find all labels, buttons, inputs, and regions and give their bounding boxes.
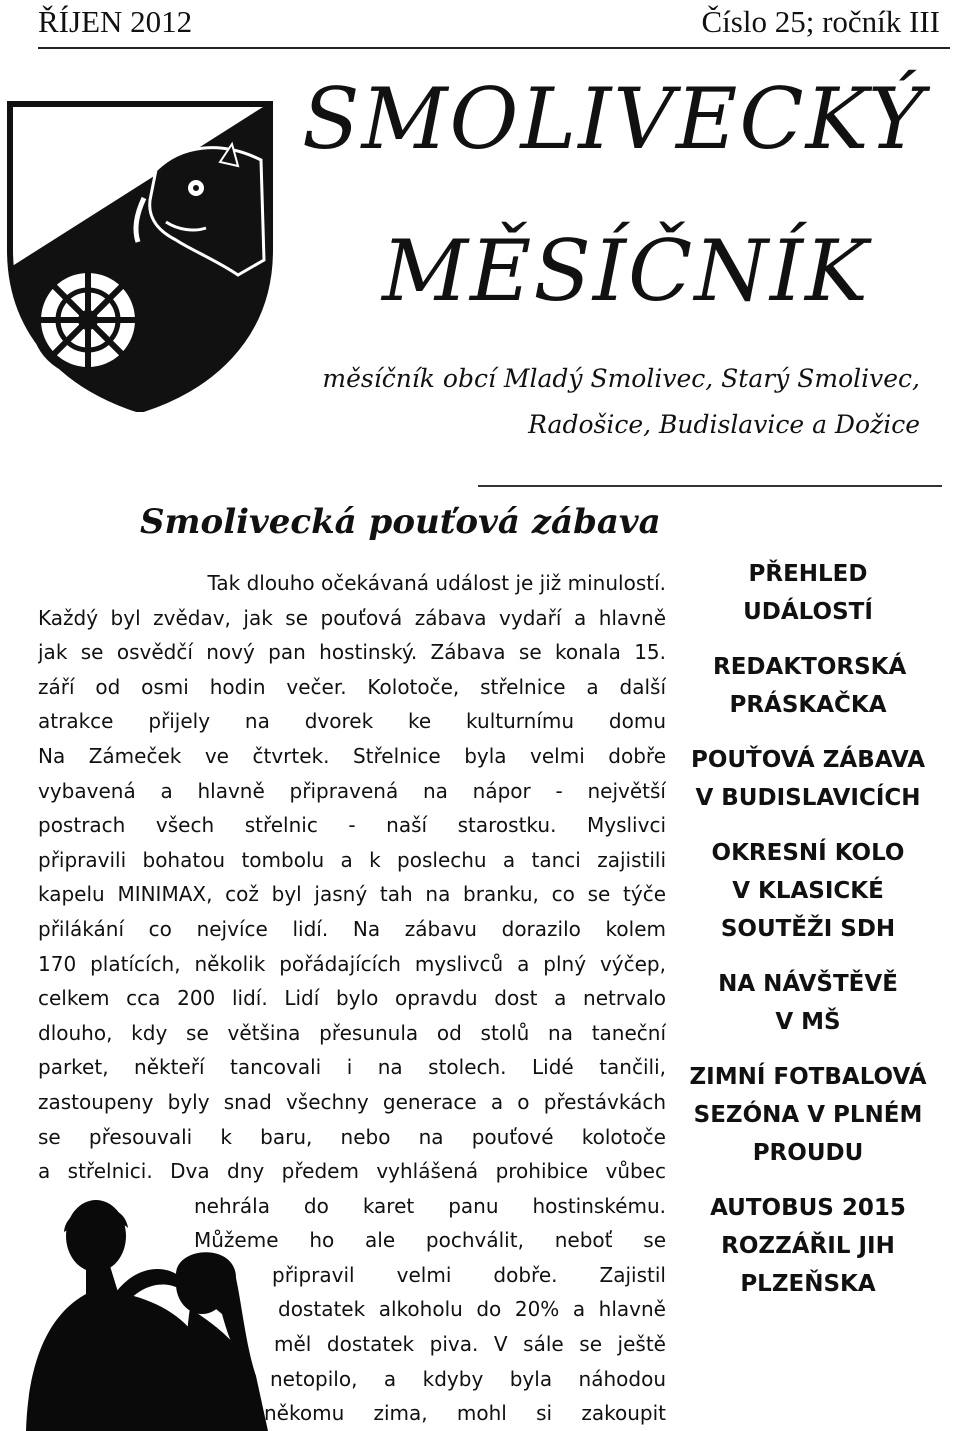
contents-item: OKRESNÍ KOLO V KLASICKÉ SOUTĚŽI SDH <box>711 840 905 942</box>
issue-number: Číslo 25; ročník III <box>701 4 940 39</box>
article-line: Tak dlouho očekávaná událost je již minulostí. <box>207 571 666 595</box>
article-line: Každý byl zvědav, jak se pouťová zábava vydaří a hlavně <box>38 605 666 630</box>
masthead-title-line2: MĚSÍČNÍK <box>382 222 870 320</box>
masthead-title-line1: SMOLIVECKÝ <box>302 70 926 168</box>
article-line: Na Zámeček ve čtvrtek. Střelnice byla velmi dobře <box>38 743 666 768</box>
article-line: a střelnici. Dva dny předem vyhlášená prohibice vůbec <box>38 1159 666 1184</box>
masthead-subtitle <box>300 356 920 448</box>
article-line: nehrála do karet panu hostinskému. <box>194 1193 666 1218</box>
contents-sidebar <box>680 555 936 1320</box>
article-line: parket, někteří tancovali i na stolech. Lidé tančili, <box>38 1055 666 1080</box>
article-line: září od osmi hodin večer. Kolotoče, střelnice a další <box>38 674 666 699</box>
masthead-top <box>38 0 940 52</box>
coat-of-arms-image <box>6 100 274 412</box>
article-line: atrakce přijely na dvorek ke kulturnímu domu <box>38 709 666 734</box>
article-line: přilákání co nejvíce lidí. Na zábavu dorazilo kolem <box>38 916 666 941</box>
subtitle-line2: Radošice, Budislavice a Dožice <box>528 410 920 439</box>
article-line: postrach všech střelnic - naší starostku. Myslivci <box>38 813 666 838</box>
contents-item: POUŤOVÁ ZÁBAVA V BUDISLAVICÍCH <box>690 747 926 811</box>
article-line: vybavená a hlavně připravená na nápor - největší <box>38 778 666 803</box>
contents-item: PŘEHLED UDÁLOSTÍ <box>743 561 873 625</box>
subtitle-line1: měsíčník obcí Mladý Smolivec, Starý Smolivec, <box>322 364 920 393</box>
article-line: dostatek alkoholu do 20% a hlavně <box>278 1297 666 1322</box>
issue-date: ŘÍJEN 2012 <box>38 4 193 39</box>
article-line: Můžeme ho ale pochválit, neboť se <box>194 1228 666 1253</box>
article-line: připravil velmi dobře. Zajistil <box>272 1262 666 1287</box>
article-title: Smolivecká pouťová zábava <box>140 502 661 542</box>
contents-item: NA NÁVŠTĚVĚ V MŠ <box>718 971 898 1035</box>
article-line: jak se osvědčí nový pan hostinský. Zábava se konala 15. <box>38 640 666 665</box>
article-line: 170 platících, několik pořádajících myslivců a plný výčep, <box>38 951 666 976</box>
contents-item: REDAKTORSKÁ PRÁSKAČKA <box>713 654 907 718</box>
article-line: dlouho, kdy se většina přesunula od stolů na taneční <box>38 1020 666 1045</box>
contents-item: AUTOBUS 2015 ROZZÁŘIL JIH PLZEŇSKA <box>710 1195 906 1297</box>
article-line: celkem cca 200 lidí. Lidí bylo opravdu dost a netrvalo <box>38 986 666 1011</box>
dancing-couple-silhouette <box>6 1196 296 1431</box>
article-line: kapelu MINIMAX, což byl jasný tah na branku, co se týče <box>38 882 666 907</box>
article-line: se přesouvali k baru, nebo na pouťové kolotoče <box>38 1124 666 1149</box>
contents-item: ZIMNÍ FOTBALOVÁ SEZÓNA V PLNÉM PROUDU <box>689 1064 927 1166</box>
article-line: netopilo, a kdyby byla náhodou <box>270 1366 666 1391</box>
header-rule <box>38 47 950 49</box>
article-line: měl dostatek piva. V sále se ještě <box>274 1332 666 1357</box>
masthead-rule <box>478 485 942 487</box>
wheel-icon <box>36 268 140 372</box>
article-line: zastoupeny byly snad všechny generace a o přestávkách <box>38 1089 666 1114</box>
article-line: někomu zima, mohl si zakoupit <box>264 1401 666 1426</box>
article-line: připravili bohatou tombolu a k poslechu a tanci zajistili <box>38 847 666 872</box>
